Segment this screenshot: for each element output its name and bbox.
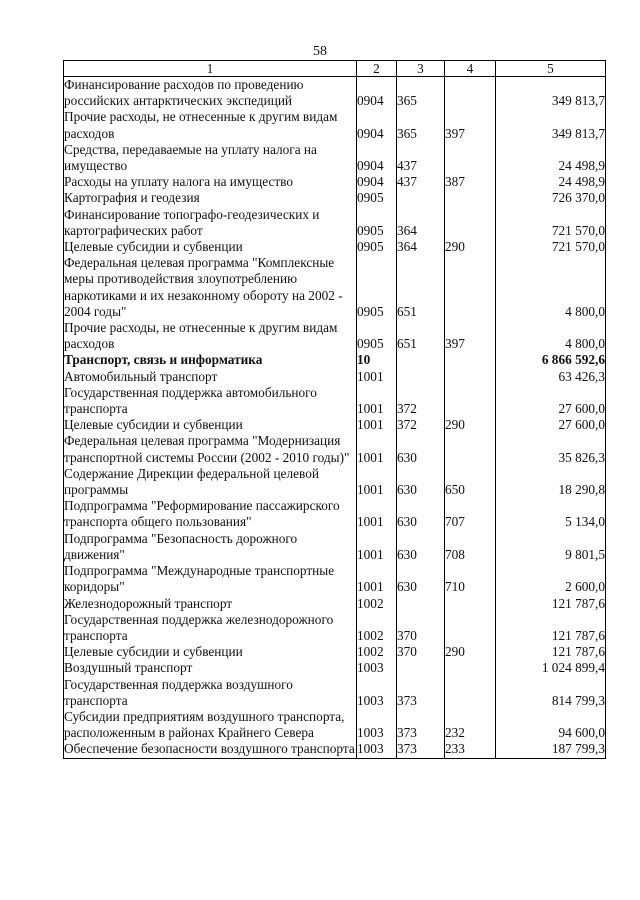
row-name: Прочие расходы, не отнесенные к другим видам расходов: [64, 320, 357, 352]
row-section-code: 0904: [357, 142, 397, 174]
row-amount: 814 799,3: [496, 677, 606, 709]
table-row: [64, 320, 606, 352]
row-section-code: 0904: [357, 109, 397, 141]
row-target-code: 364: [397, 239, 445, 255]
row-target-code: 437: [397, 142, 445, 174]
row-target-code: 437: [397, 174, 445, 190]
row-expense-type-code: [445, 190, 496, 206]
row-amount: 726 370,0: [496, 190, 606, 206]
row-name: Картография и геодезия: [64, 190, 357, 206]
row-name: Автомобильный транспорт: [64, 369, 357, 385]
row-amount: 121 787,6: [496, 596, 606, 612]
row-section-code: 1003: [357, 709, 397, 741]
row-section-code: 1001: [357, 498, 397, 530]
table-row: [64, 174, 606, 190]
table-row: [64, 644, 606, 660]
row-target-code: 630: [397, 531, 445, 563]
table-row: [64, 142, 606, 174]
row-name: Транспорт, связь и информатика: [64, 352, 357, 368]
table-row: [64, 417, 606, 433]
row-expense-type-code: [445, 385, 496, 417]
row-target-code: 370: [397, 644, 445, 660]
row-target-code: 651: [397, 255, 445, 320]
row-amount: 4 800,0: [496, 255, 606, 320]
row-name: Государственная поддержка железнодорожного транспорта: [64, 612, 357, 644]
row-name: Прочие расходы, не отнесенные к другим видам расходов: [64, 109, 357, 141]
page-number: 58: [313, 44, 327, 59]
row-amount: 1 024 899,4: [496, 660, 606, 676]
row-target-code: [397, 660, 445, 676]
row-target-code: 370: [397, 612, 445, 644]
row-amount: 9 801,5: [496, 531, 606, 563]
row-target-code: 630: [397, 498, 445, 530]
table-row: [64, 352, 606, 368]
row-amount: 5 134,0: [496, 498, 606, 530]
table-row: [64, 207, 606, 239]
row-amount: 349 813,7: [496, 77, 606, 110]
header-col-1: 1: [64, 61, 357, 77]
table-row: [64, 741, 606, 758]
row-target-code: 373: [397, 709, 445, 741]
row-amount: 94 600,0: [496, 709, 606, 741]
row-expense-type-code: 707: [445, 498, 496, 530]
row-section-code: 0904: [357, 174, 397, 190]
row-section-code: 0905: [357, 320, 397, 352]
table-row: [64, 563, 606, 595]
row-expense-type-code: 290: [445, 239, 496, 255]
row-section-code: 1001: [357, 531, 397, 563]
row-name: Подпрограмма "Международные транспортные коридоры": [64, 563, 357, 595]
row-expense-type-code: [445, 677, 496, 709]
row-amount: 27 600,0: [496, 417, 606, 433]
row-section-code: 0905: [357, 190, 397, 206]
row-expense-type-code: [445, 255, 496, 320]
row-target-code: [397, 369, 445, 385]
row-section-code: 1002: [357, 596, 397, 612]
table-row: [64, 660, 606, 676]
row-name: Федеральная целевая программа "Модернизация транспортной системы России (2002 - 2010 годы)": [64, 433, 357, 465]
row-expense-type-code: [445, 369, 496, 385]
row-target-code: [397, 596, 445, 612]
row-section-code: 0905: [357, 239, 397, 255]
row-target-code: [397, 190, 445, 206]
row-expense-type-code: 232: [445, 709, 496, 741]
row-target-code: 373: [397, 677, 445, 709]
row-amount: 349 813,7: [496, 109, 606, 141]
row-amount: 187 799,3: [496, 741, 606, 758]
row-target-code: 364: [397, 207, 445, 239]
row-expense-type-code: 710: [445, 563, 496, 595]
row-name: Финансирование расходов по проведению российских антарктических экспедиций: [64, 77, 357, 110]
table-row: [64, 369, 606, 385]
row-amount: 63 426,3: [496, 369, 606, 385]
table-row: [64, 433, 606, 465]
table-row: [64, 385, 606, 417]
table-row: [64, 596, 606, 612]
row-name: Подпрограмма "Безопасность дорожного движения": [64, 531, 357, 563]
row-target-code: 373: [397, 741, 445, 758]
row-amount: 27 600,0: [496, 385, 606, 417]
row-section-code: 1003: [357, 741, 397, 758]
row-name: Воздушный транспорт: [64, 660, 357, 676]
row-name: Федеральная целевая программа "Комплексные меры противодействия злоупотреблению наркотиками и их незаконному обороту на 2002 - 2004 годы": [64, 255, 357, 320]
table-row: [64, 77, 606, 110]
row-amount: 24 498,9: [496, 142, 606, 174]
row-name: Целевые субсидии и субвенции: [64, 644, 357, 660]
table-body: [64, 77, 606, 759]
row-name: Государственная поддержка автомобильного транспорта: [64, 385, 357, 417]
row-expense-type-code: 290: [445, 417, 496, 433]
row-section-code: 1003: [357, 660, 397, 676]
table-row: [64, 612, 606, 644]
row-expense-type-code: 650: [445, 466, 496, 498]
row-name: Субсидии предприятиям воздушного транспорта, расположенным в районах Крайнего Севера: [64, 709, 357, 741]
row-section-code: 1001: [357, 563, 397, 595]
row-target-code: 372: [397, 417, 445, 433]
table-row: [64, 255, 606, 320]
row-amount: 24 498,9: [496, 174, 606, 190]
table-row: [64, 190, 606, 206]
row-name: Железнодорожный транспорт: [64, 596, 357, 612]
row-expense-type-code: 708: [445, 531, 496, 563]
row-amount: 721 570,0: [496, 239, 606, 255]
row-amount: 35 826,3: [496, 433, 606, 465]
header-col-5: 5: [496, 61, 606, 77]
row-section-code: 1001: [357, 369, 397, 385]
row-section-code: 0904: [357, 77, 397, 110]
row-name: Целевые субсидии и субвенции: [64, 417, 357, 433]
table-row: [64, 498, 606, 530]
row-name: Целевые субсидии и субвенции: [64, 239, 357, 255]
table-row: [64, 109, 606, 141]
row-target-code: 630: [397, 466, 445, 498]
row-expense-type-code: [445, 660, 496, 676]
row-target-code: 651: [397, 320, 445, 352]
row-expense-type-code: [445, 207, 496, 239]
row-section-code: 1002: [357, 644, 397, 660]
row-target-code: 630: [397, 433, 445, 465]
table-header: [64, 61, 606, 77]
row-amount: 18 290,8: [496, 466, 606, 498]
budget-table: [63, 60, 606, 759]
row-expense-type-code: [445, 352, 496, 368]
row-amount: 4 800,0: [496, 320, 606, 352]
row-expense-type-code: 397: [445, 109, 496, 141]
header-col-3: 3: [397, 61, 445, 77]
row-name: Содержание Дирекции федеральной целевой программы: [64, 466, 357, 498]
table-row: [64, 709, 606, 741]
row-expense-type-code: [445, 142, 496, 174]
row-section-code: 1001: [357, 433, 397, 465]
row-name: Государственная поддержка воздушного транспорта: [64, 677, 357, 709]
row-target-code: 372: [397, 385, 445, 417]
row-expense-type-code: 397: [445, 320, 496, 352]
row-name: Средства, передаваемые на уплату налога на имущество: [64, 142, 357, 174]
row-expense-type-code: 290: [445, 644, 496, 660]
row-expense-type-code: 233: [445, 741, 496, 758]
row-expense-type-code: [445, 596, 496, 612]
row-amount: 721 570,0: [496, 207, 606, 239]
row-section-code: 10: [357, 352, 397, 368]
row-target-code: 630: [397, 563, 445, 595]
row-section-code: 1001: [357, 385, 397, 417]
row-name: Подпрограмма "Реформирование пассажирского транспорта общего пользования": [64, 498, 357, 530]
row-target-code: 365: [397, 77, 445, 110]
row-amount: 121 787,6: [496, 612, 606, 644]
row-name: Обеспечение безопасности воздушного транспорта: [64, 741, 355, 757]
row-section-code: 0905: [357, 207, 397, 239]
row-target-code: 365: [397, 109, 445, 141]
row-expense-type-code: [445, 612, 496, 644]
header-col-4: 4: [445, 61, 496, 77]
row-amount: 121 787,6: [496, 644, 606, 660]
row-name: Расходы на уплату налога на имущество: [64, 174, 357, 190]
row-expense-type-code: [445, 77, 496, 110]
row-expense-type-code: [445, 433, 496, 465]
table-row: [64, 677, 606, 709]
row-amount: 2 600,0: [496, 563, 606, 595]
row-section-code: 1001: [357, 417, 397, 433]
row-expense-type-code: 387: [445, 174, 496, 190]
row-section-code: 1002: [357, 612, 397, 644]
row-section-code: 0905: [357, 255, 397, 320]
row-section-code: 1001: [357, 466, 397, 498]
row-amount: 6 866 592,6: [496, 352, 606, 368]
table-row: [64, 239, 606, 255]
table-row: [64, 466, 606, 498]
row-name: Финансирование топографо-геодезических и картографических работ: [64, 207, 357, 239]
header-col-2: 2: [357, 61, 397, 77]
table-row: [64, 531, 606, 563]
row-section-code: 1003: [357, 677, 397, 709]
row-target-code: [397, 352, 445, 368]
